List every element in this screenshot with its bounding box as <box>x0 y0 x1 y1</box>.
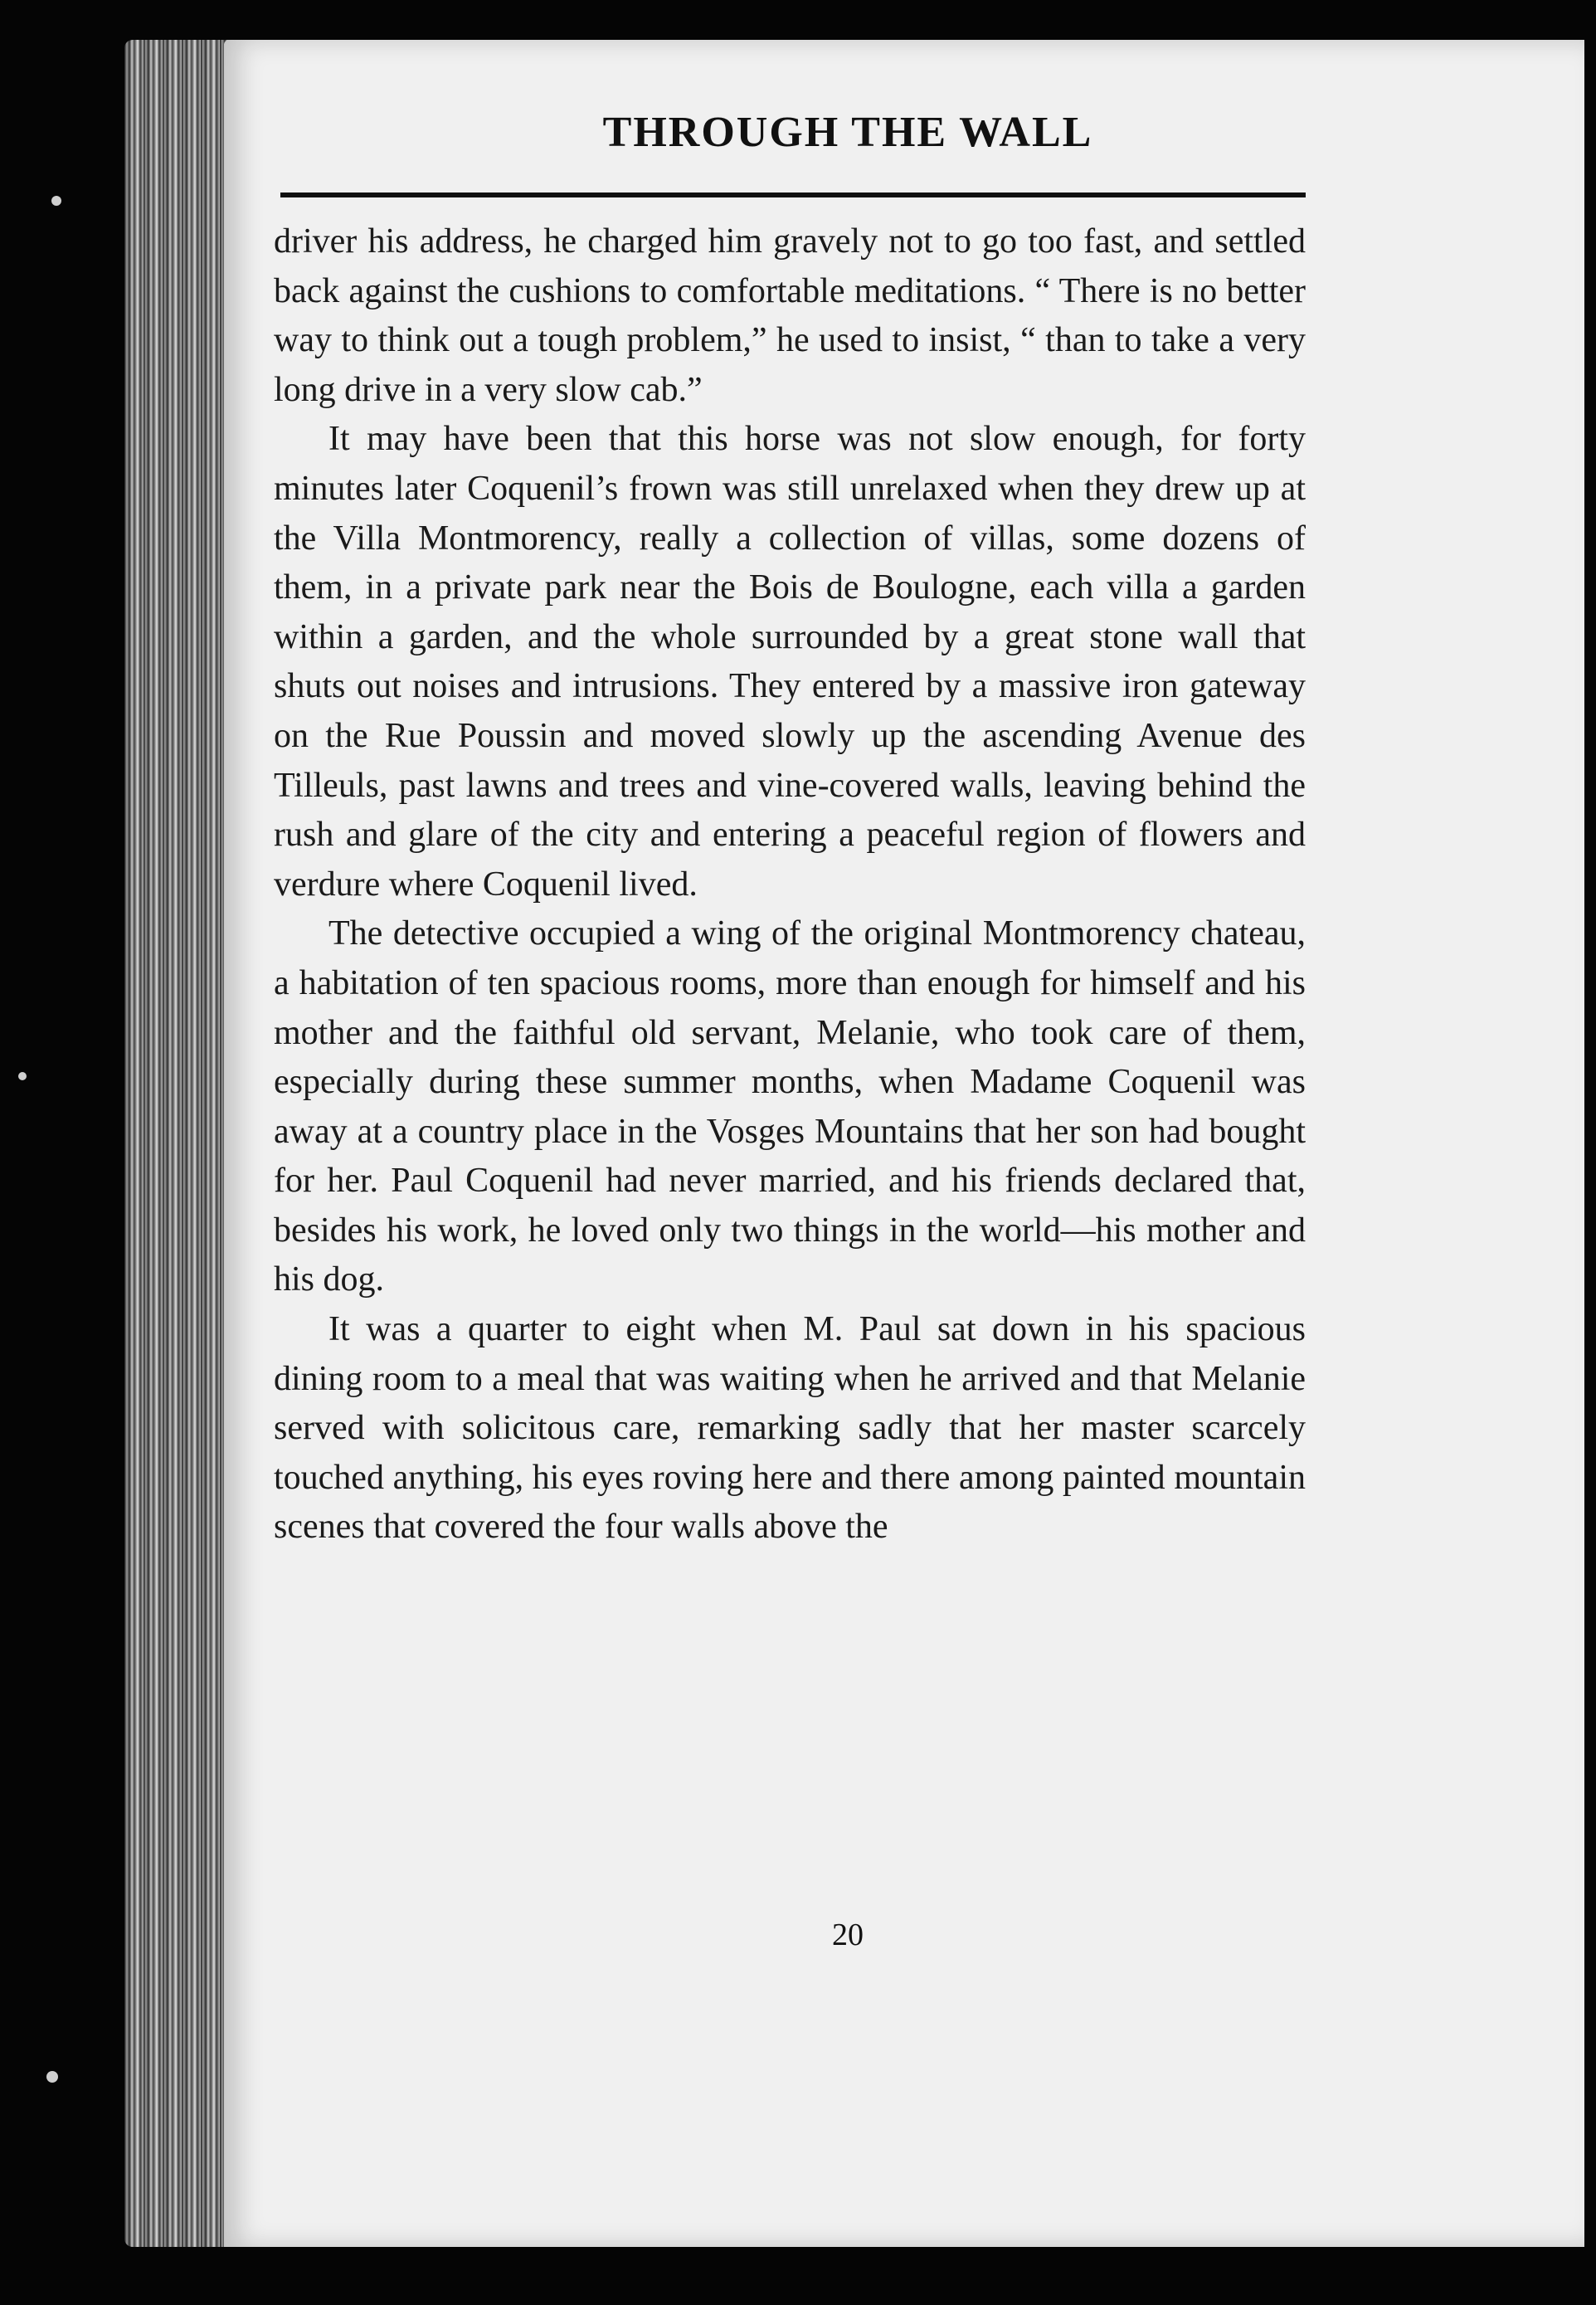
paragraph: The detective occupied a wing of the original Montmorency chateau, a habitation of ten spacious rooms, more than enough for himself and his mother and the faithful old servant, Melanie, who took care of them, especially during these summer months, when Madame Coquenil was away at a country place in the Vosges Mountains that her son had bought for her. Paul Coquenil had never married, and his friends declared that, besides his work, he loved only two things in the world—his mother and his dog. <box>274 914 1306 1299</box>
margin-speck <box>51 196 61 206</box>
paragraph: driver his address, he charged him gravely not to go too fast, and settled back against the cushions to comfortable meditations. “ There is no better way to think out a tough problem,” he used to insist, “ than to take a very long drive in a very slow cab.” <box>274 222 1306 409</box>
paragraph: It may have been that this horse was not slow enough, for forty minutes later Coquenil’s frown was still unrelaxed when they drew up at the Villa Montmorency, really a collection of villas, some dozens of them, in a private park near the Bois de Boulogne, each villa a garden within a garden, and the whole surrounded by a great stone wall that shuts out noises and intrusions. They entered by a massive iron gateway on the Rue Poussin and moved slowly up the ascending Avenue des Tilleuls, past lawns and trees and vine-covered walls, leaving behind the rush and glare of the city and entering a peaceful region of flowers and verdure where Coquenil lived. <box>274 420 1306 904</box>
body-text <box>274 217 1306 1552</box>
page-number: 20 <box>832 1918 864 1952</box>
book-page-edges <box>124 40 241 2247</box>
running-head: THROUGH THE WALL <box>602 109 1093 156</box>
paragraph: It was a quarter to eight when M. Paul sat down in his spacious dining room to a meal that was waiting when he arrived and that Melanie served with solicitous care, remarking sadly that her master scarcely touched anything, his eyes roving here and there among painted mountain scenes that covered the four walls above the <box>274 1310 1306 1547</box>
margin-speck <box>18 1072 27 1080</box>
margin-speck <box>46 2071 58 2083</box>
header-rule <box>280 192 1306 197</box>
